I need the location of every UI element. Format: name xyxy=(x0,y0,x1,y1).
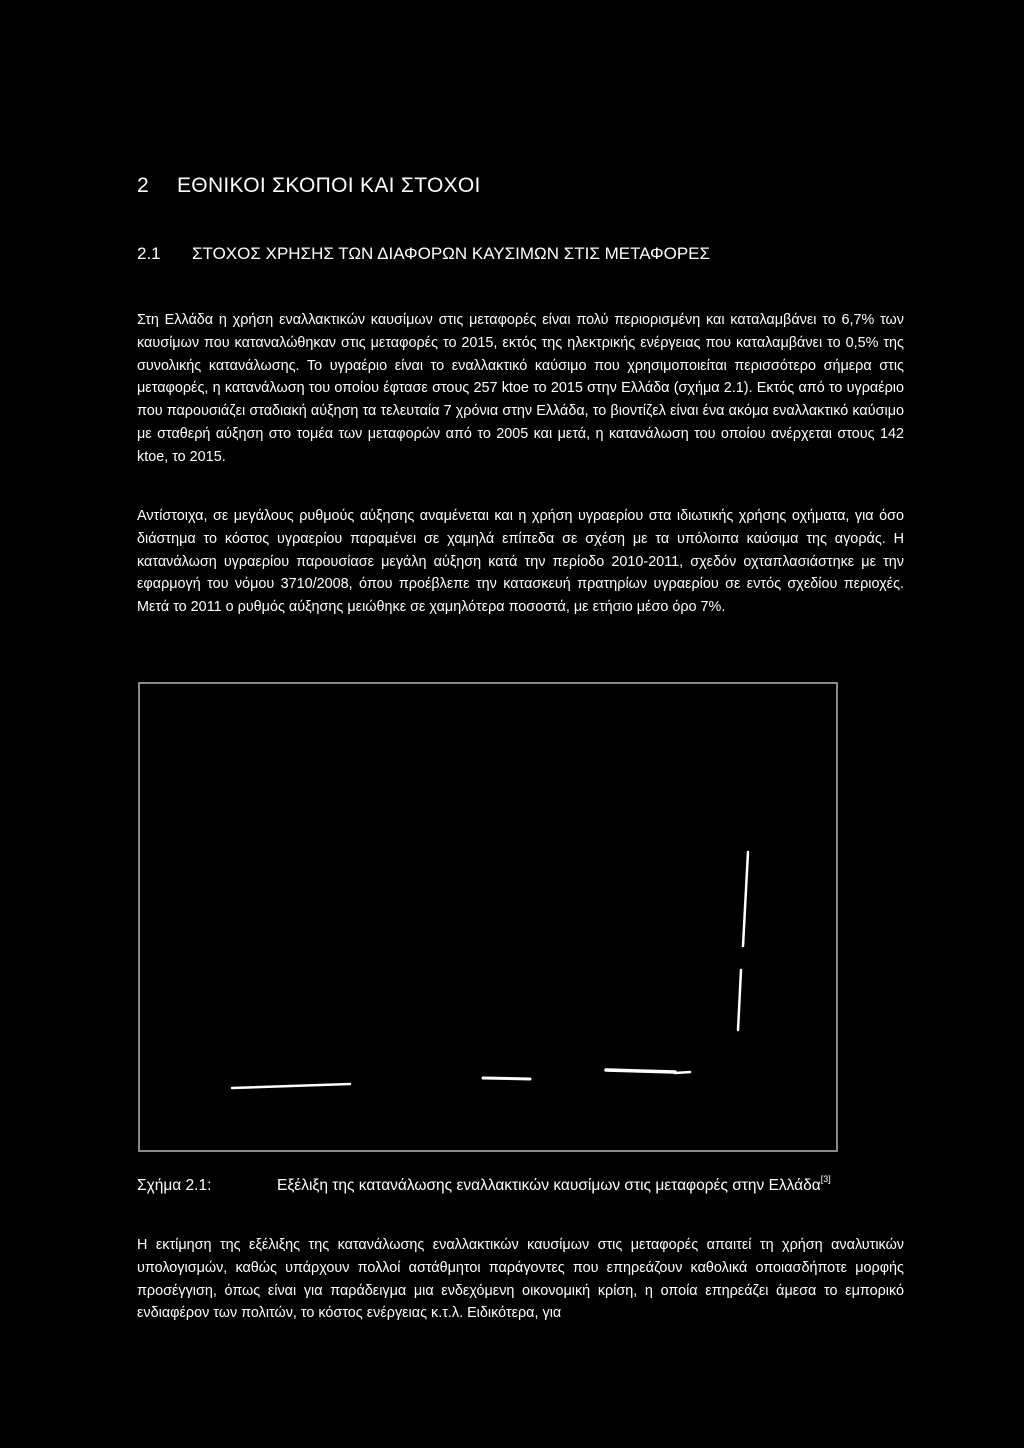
figure-stroke xyxy=(738,970,741,1030)
chapter-number: 2 xyxy=(137,174,149,197)
figure-caption xyxy=(137,1174,831,1195)
caption-text: Εξέλιξη της κατανάλωσης εναλλακτικών καυσίμων στις μεταφορές στην Ελλάδα xyxy=(277,1177,821,1194)
paragraph-2: Αντίστοιχα, σε μεγάλους ρυθμούς αύξησης αναμένεται και η χρήση υγραερίου στα ιδιωτικής χρήσης οχήματα, για όσο διάστημα το κόστος υγραερίου παραμένει σε χαμηλά επίπεδα σε σχέση με τα υπόλοιπα καύσιμα της αγοράς. Η κατανάλωση υγραερίου παρουσίασε μεγάλη αύξηση κατά την περίοδο 2010-2011, σχεδόν οχταπλασιάστηκε με την εφαρμογή του νόμου 3710/2008, όπου προέβλεπε την κατασκευή πρατηρίων υγραερίου σε εντός σχεδίου περιοχές. Μετά το 2011 ο ρυθμός αύξησης μειώθηκε σε χαμηλότερα ποσοστά, με ετήσιο μέσο όρο 7%. xyxy=(137,508,904,616)
caption-label: Σχήμα 2.1: xyxy=(137,1177,212,1194)
paragraph-1: Στη Ελλάδα η χρήση εναλλακτικών καυσίμων στις μεταφορές είναι πολύ περιορισμένη και καταλαμβάνει το 6,7% των καυσίμων που καταναλώθηκαν στις μεταφορές το 2015, εκτός της ηλεκτρικής ενέργειας που καταλαμβάνει το 0,5% της συνολικής κατανάλωσης. Το υγραέριο είναι το εναλλακτικό καύσιμο που χρησιμοποιείται περισσότερο σήμερα στις μεταφορές, η κατανάλωση του οποίου έφτασε στους 257 ktoe το 2015 στην Ελλάδα (σχήμα 2.1). Εκτός από το υγραέριο που παρουσιάζει σταδιακή αύξηση τα τελευταία 7 χρόνια στην Ελλάδα, το βιοντίζελ είναι ένα ακόμα εναλλακτικό καύσιμο με σταθερή αύξηση στο τομέα των μεταφορών από το 2005 και μετά, η κατανάλωση του οποίου ανέρχεται στους 142 ktoe, το 2015. xyxy=(137,312,904,465)
figure-stroke xyxy=(483,1078,530,1079)
chapter-title: ΕΘΝΙΚΟΙ ΣΚΟΠΟΙ ΚΑΙ ΣΤΟΧΟΙ xyxy=(177,174,481,197)
figure-2-1 xyxy=(138,682,838,1152)
figure-stroke xyxy=(606,1070,675,1072)
figure-graphic xyxy=(140,684,836,1150)
figure-stroke xyxy=(675,1072,690,1073)
figure-stroke xyxy=(232,1084,350,1088)
caption-reference: [3] xyxy=(820,1174,831,1184)
section-title: ΣΤΟΧΟΣ ΧΡΗΣΗΣ ΤΩΝ ΔΙΑΦΟΡΩΝ ΚΑΥΣΙΜΩΝ ΣΤΙΣ ΜΕΤΑΦΟΡΕΣ xyxy=(192,244,711,263)
section-number: 2.1 xyxy=(137,244,161,263)
section-heading xyxy=(137,244,710,264)
paragraph-3: Η εκτίμηση της εξέλιξης της κατανάλωσης εναλλακτικών καυσίμων στις μεταφορές απαιτεί τη χρήση αναλυτικών υπολογισμών, καθώς υπάρχουν πολλοί αστάθμητοι παράγοντες που επηρεάζουν καθολικά οποιασδήποτε μορφής προσέγγιση, όπως είναι για παράδειγμα μια ενδεχόμενη οικονομική κρίση, η οποία επηρεάζει άμεσα το εμπορικό ενδιαφέρον των πολιτών, το κόστος ενέργειας κ.τ.λ. Ειδικότερα, για xyxy=(137,1237,904,1322)
chapter-heading xyxy=(137,174,481,198)
figure-stroke xyxy=(743,852,748,946)
